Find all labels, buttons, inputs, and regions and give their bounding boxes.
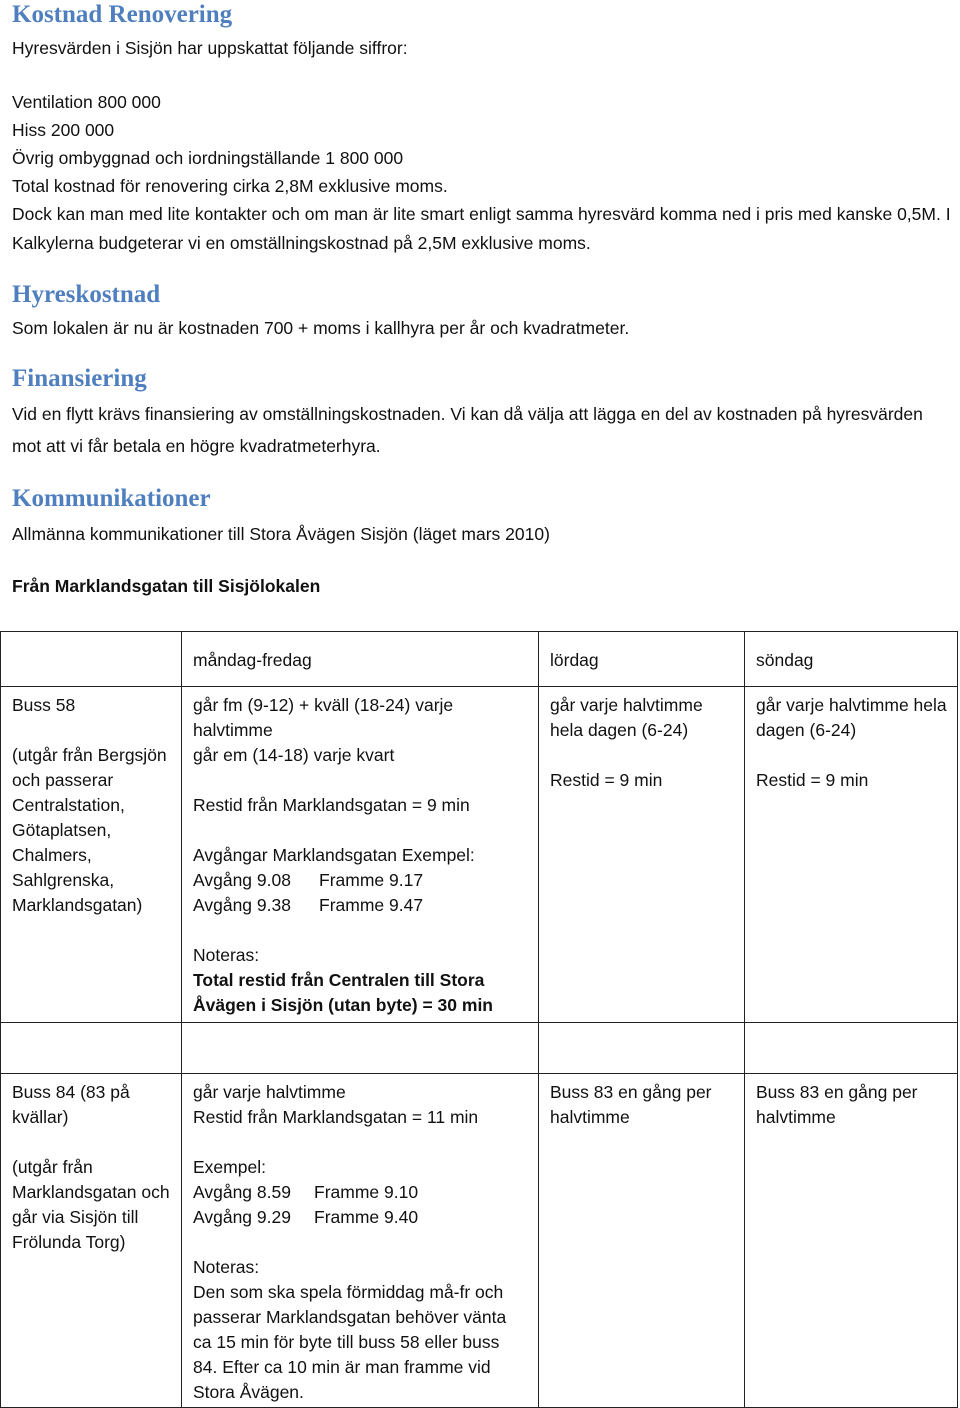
departure-time: Avgång 8.59 — [193, 1182, 291, 1202]
sunday-cell — [745, 1074, 958, 1408]
departure-time: Avgång 9.38 — [193, 895, 291, 915]
table-row-buss-58 — [1, 687, 958, 1023]
route-name: Buss 58 — [12, 695, 76, 715]
renovering-intro: Hyresvärden i Sisjön har uppskattat följande siffror: — [12, 38, 408, 58]
arrival-time: Framme 9.17 — [319, 870, 424, 890]
sunday-cell — [745, 687, 958, 1023]
table-row-spacer — [1, 1023, 958, 1074]
heading-hyreskostnad: Hyreskostnad — [12, 281, 161, 308]
example-departure — [193, 1180, 508, 1205]
heading-kostnad-renovering: Kostnad Renovering — [12, 1, 233, 28]
example-departure — [193, 1205, 508, 1230]
example-departure — [193, 893, 528, 918]
frequency-text: går varje halvtimme — [193, 1082, 346, 1102]
kommunikationer-subheading: Från Marklandsgatan till Sisjölokalen — [12, 576, 321, 596]
route-note: (utgår från Bergsjön och passerar Centralstation, Götaplatsen, Chalmers, Sahlgrenska, Marklandsgatan) — [12, 745, 167, 915]
arrival-time: Framme 9.40 — [314, 1207, 419, 1227]
saturday-cell — [539, 1074, 745, 1408]
travel-time: Restid från Marklandsgatan = 11 min — [193, 1107, 479, 1127]
timetable — [0, 631, 958, 1408]
timetable-header-row — [1, 632, 958, 687]
heading-kommunikationer: Kommunikationer — [12, 485, 211, 512]
weekday-cell — [182, 1074, 539, 1408]
example-departure — [193, 868, 528, 893]
note-text: Den som ska spela förmiddag må-fr och passerar Marklandsgatan behöver vänta ca 15 min för byte till buss 58 eller buss 84. Efter ca 10 min är man framme vid Stora Åvägen. — [193, 1282, 507, 1402]
header-weekday: måndag-fredag — [182, 632, 539, 687]
renovering-line-dock: Dock kan man med lite kontakter och om man är lite smart enligt samma hyresvärd komma ned i pris med kanske 0,5M. I Kalkylerna budgeterar vi en omställningskostnad på 2,5M exklusive moms. — [12, 204, 951, 253]
route-name: Buss 84 (83 på kvällar) — [12, 1082, 130, 1127]
departure-time: Avgång 9.29 — [193, 1207, 291, 1227]
note-text: Total restid från Centralen till Stora Åvägen i Sisjön (utan byte) = 30 min — [193, 970, 493, 1015]
note-label: Noteras: — [193, 945, 260, 965]
renovering-line-ventilation: Ventilation 800 000 — [12, 92, 161, 112]
route-cell — [1, 687, 182, 1023]
frequency-text: Buss 83 en gång per halvtimme — [756, 1082, 918, 1127]
frequency-text: Buss 83 en gång per halvtimme — [550, 1082, 712, 1127]
frequency-text: går em (14-18) varje kvart — [193, 745, 395, 765]
renovering-line-total: Total kostnad för renovering cirka 2,8M exklusive moms. — [12, 176, 448, 196]
header-saturday: lördag — [539, 632, 745, 687]
renovering-line-hiss: Hiss 200 000 — [12, 120, 115, 140]
route-cell — [1, 1074, 182, 1408]
frequency-text: går fm (9-12) + kväll (18-24) varje halvtimme — [193, 695, 454, 740]
departure-time: Avgång 9.08 — [193, 870, 291, 890]
example-title: Exempel: — [193, 1157, 266, 1177]
frequency-text: går varje halvtimme hela dagen (6-24) — [550, 695, 703, 740]
renovering-line-ovrig: Övrig ombyggnad och iordningställande 1 800 000 — [12, 148, 404, 168]
route-note: (utgår från Marklandsgatan och går via Sisjön till Frölunda Torg) — [12, 1157, 170, 1252]
kommunikationer-text: Allmänna kommunikationer till Stora Åvägen Sisjön (läget mars 2010) — [12, 524, 550, 544]
arrival-time: Framme 9.47 — [319, 895, 424, 915]
header-empty — [1, 632, 182, 687]
example-title: Avgångar Marklandsgatan Exempel: — [193, 845, 475, 865]
travel-time: Restid = 9 min — [756, 770, 869, 790]
table-row-buss-84 — [1, 1074, 958, 1408]
document-page — [12, 0, 952, 600]
travel-time: Restid = 9 min — [550, 770, 663, 790]
weekday-cell — [182, 687, 539, 1023]
hyreskostnad-text: Som lokalen är nu är kostnaden 700 + moms i kallhyra per år och kvadratmeter. — [12, 318, 630, 338]
header-sunday: söndag — [745, 632, 958, 687]
saturday-cell — [539, 687, 745, 1023]
heading-finansiering: Finansiering — [12, 365, 147, 392]
frequency-text: går varje halvtimme hela dagen (6-24) — [756, 695, 947, 740]
arrival-time: Framme 9.10 — [314, 1182, 419, 1202]
travel-time: Restid från Marklandsgatan = 9 min — [193, 795, 470, 815]
finansiering-text: Vid en flytt krävs finansiering av omställningskostnaden. Vi kan då välja att lägga en del av kostnaden på hyresvärden mot att vi får betala en högre kvadratmeterhyra. — [12, 404, 923, 456]
note-label: Noteras: — [193, 1257, 260, 1277]
